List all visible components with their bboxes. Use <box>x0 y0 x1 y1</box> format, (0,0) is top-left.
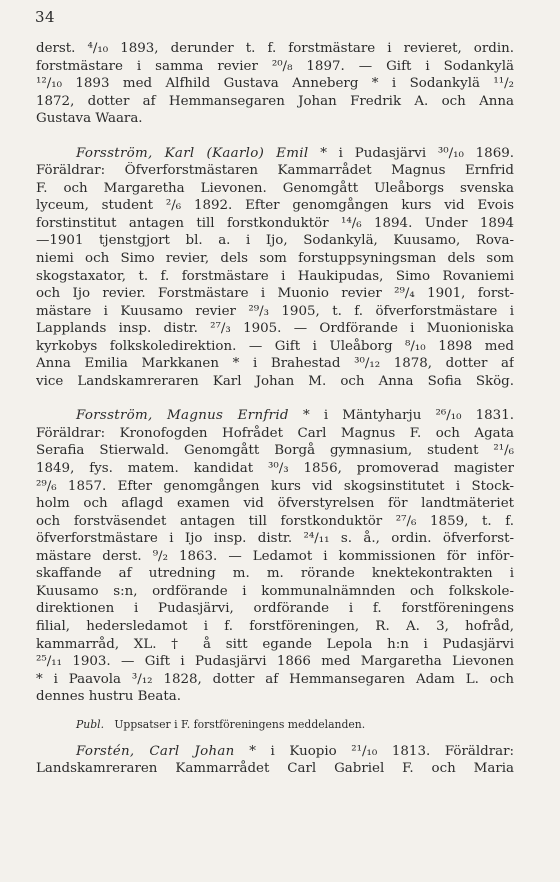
entry-gap <box>36 390 514 407</box>
text-line: och Ijo revier. Forstmästare i Muonio revier ²⁹/₄ 1901, forst- <box>36 286 514 302</box>
entry-forsstrom-magnus <box>36 407 514 705</box>
text-line: skaffande af utredning m. m. rörande knektekontrakten i <box>36 566 514 582</box>
entry-forsstrom-karl <box>36 145 514 391</box>
text-line: forstmästare i samma revier ²⁰/₈ 1897. — Gift i Sodankylä <box>36 58 514 74</box>
text-line: mästare i Kuusamo revier ²⁹/₃ 1905, t. f. öfverforstmästare i <box>36 303 514 319</box>
text-line: niemi och Simo revier, dels som forstuppsyningsman dels som <box>36 251 514 267</box>
entry-gap <box>36 706 514 716</box>
text-line: Serafia Stierwald. Genomgått Borgå gymnasium, student ²¹/₆ <box>36 443 514 459</box>
note-source: Publ. <box>76 717 105 731</box>
text-line: och forstväsendet antagen till forstkonduktör ²⁷/₆ 1859, t. f. <box>36 513 514 529</box>
text-fragment: * i Mäntyharju ²⁶/₁₀ 1831. <box>302 408 514 424</box>
text-line: F. och Margaretha Lievonen. Genomgått Uleåborgs svenska <box>36 180 514 196</box>
entry-heading-line <box>36 407 514 425</box>
entry-name: Forsström, Karl (Kaarlo) Emil <box>76 145 309 161</box>
entry-continuation <box>36 40 514 128</box>
text-line: Landskamreraren Kammarrådet Carl Gabriel F. och Maria <box>36 761 514 777</box>
text-line: forstinstitut antagen till forstkonduktör ¹⁴/₆ 1894. Under 1894 <box>36 215 514 231</box>
page-number: 34 <box>35 8 56 26</box>
text-line: ²⁵/₁₁ 1903. — Gift i Pudasjärvi 1866 med Margaretha Lievonen <box>36 654 514 670</box>
text-line: direktionen i Pudasjärvi, ordförande i f. forstföreningens <box>36 601 514 617</box>
publication-note <box>36 716 514 733</box>
text-fragment: * i Pudasjärvi ³⁰/₁₀ 1869. <box>320 145 514 161</box>
entry-gap <box>36 733 514 743</box>
text-line: filial, hedersledamot i f. forstföreningen, R. A. 3, hofråd, <box>36 618 514 634</box>
text-body <box>36 40 514 778</box>
entry-heading-line <box>36 145 514 163</box>
entry-name: Forstén, Carl Johan <box>76 743 235 759</box>
text-line: —1901 tjenstgjort bl. a. i Ijo, Sodankylä, Kuusamo, Rova- <box>36 233 514 249</box>
text-line: öfverforstmästare i Ijo insp. distr. ²⁴/₁₁ s. å., ordin. öfverforst- <box>36 531 514 547</box>
text-line: derst. ⁴/₁₀ 1893, derunder t. f. forstmästare i revieret, ordin. <box>36 41 514 56</box>
entry-gap <box>36 128 514 145</box>
text-line: Föräldrar: Öfverforstmästaren Kammarrådet Magnus Ernfrid <box>36 163 514 179</box>
entry-heading-line <box>36 743 514 761</box>
text-line: mästare derst. ⁹/₂ 1863. — Ledamot i kommissionen för inför- <box>36 548 514 564</box>
text-line: skogstaxator, t. f. forstmästare i Haukipudas, Simo Rovaniemi <box>36 268 514 284</box>
text-line: Kuusamo s:n, ordförande i kommunalnämnden och folkskole- <box>36 583 514 599</box>
text-fragment: * i Kuopio ²¹/₁₀ 1813. Föräldrar: <box>249 743 514 759</box>
text-line: Föräldrar: Kronofogden Hofrådet Carl Magnus F. och Agata <box>36 425 514 441</box>
entry-forsten-carl <box>36 743 514 778</box>
text-line: ¹²/₁₀ 1893 med Alfhild Gustava Anneberg * i Sodankylä ¹¹/₂ <box>36 76 514 92</box>
text-line: lyceum, student ²/₆ 1892. Efter genomgången kurs vid Evois <box>36 198 514 214</box>
text-line: holm och aflagd examen vid öfverstyrelsen för landtmäteriet <box>36 496 514 512</box>
text-line: * i Paavola ³/₁₂ 1828, dotter af Hemmansegaren Adam L. och <box>36 671 514 687</box>
text-line: 1872, dotter af Hemmansegaren Johan Fredrik A. och Anna <box>36 93 514 109</box>
text-line: vice Landskamreraren Karl Johan M. och Anna Sofia Skög. <box>36 373 514 389</box>
entry-name: Forsström, Magnus Ernfrid <box>76 408 289 424</box>
note-text: Uppsatser i F. forstföreningens meddelanden. <box>114 717 366 731</box>
text-line: Lapplands insp. distr. ²⁷/₃ 1905. — Ordförande i Muonioniska <box>36 321 514 337</box>
text-line: kammarråd, XL. † å sitt egande Lepola h:n i Pudasjärvi <box>36 636 514 652</box>
text-line: 1849, fys. matem. kandidat ³⁰/₃ 1856, promoverad magister <box>36 461 514 477</box>
text-line: kyrkobys folkskoledirektion. — Gift i Uleåborg ⁸/₁₀ 1898 med <box>36 338 514 354</box>
text-line: Gustava Waara. <box>36 111 143 127</box>
text-line: dennes hustru Beata. <box>36 689 181 705</box>
text-line: ²⁹/₆ 1857. Efter genomgången kurs vid skogsinstitutet i Stock- <box>36 478 514 494</box>
text-line: Anna Emilia Markkanen * i Brahestad ³⁰/₁₂ 1878, dotter af <box>36 356 514 372</box>
